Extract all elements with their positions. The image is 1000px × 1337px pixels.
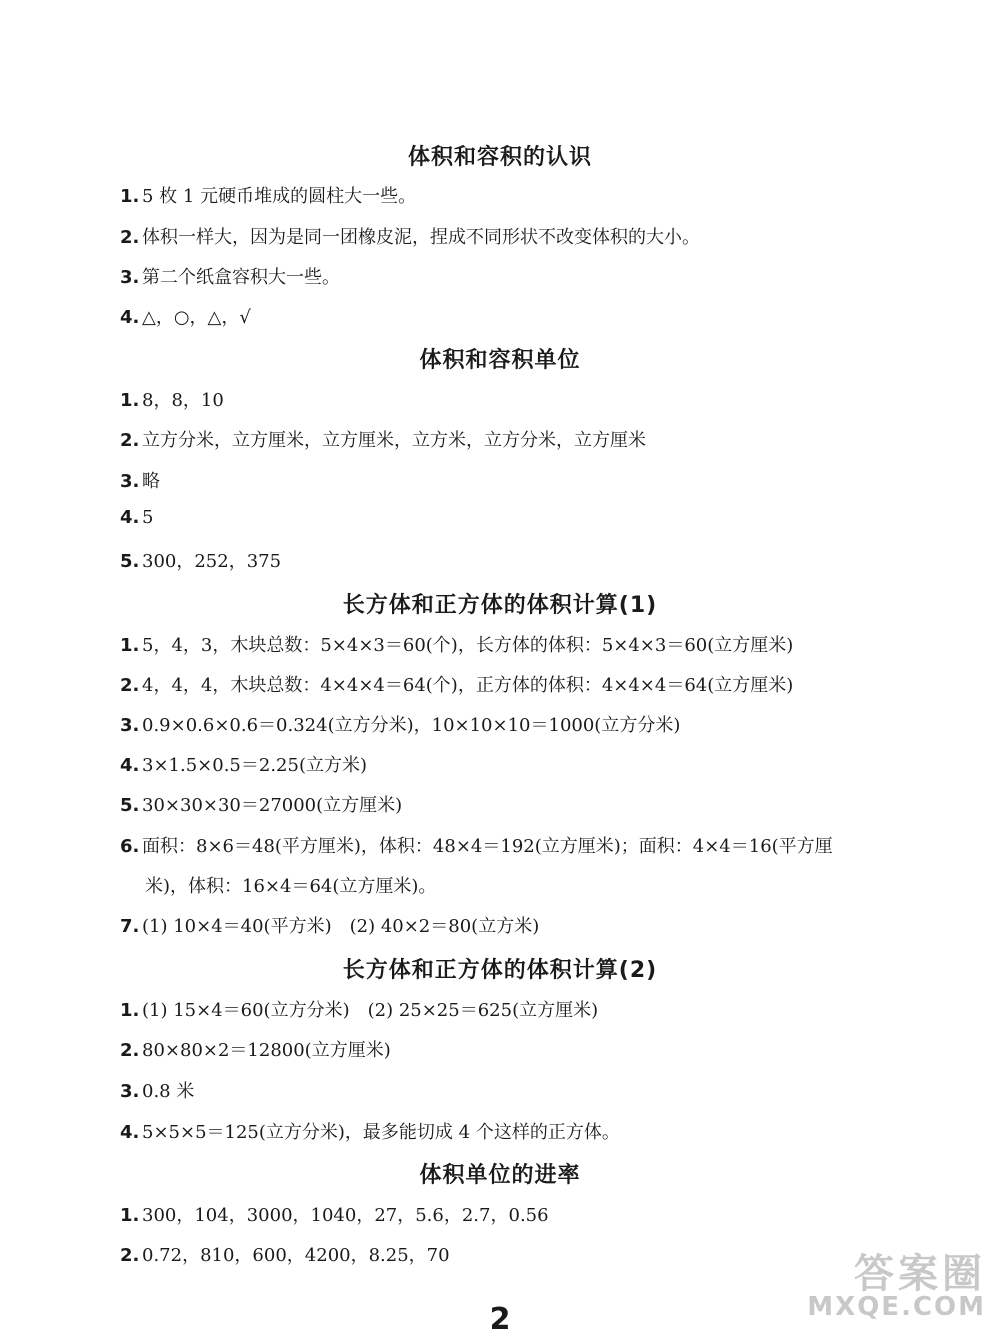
item-text: 300，104，3000，1040，27，5.6，2.7，0.56 — [142, 1205, 549, 1226]
item-number: 1. — [120, 390, 140, 411]
item-number: 1. — [120, 1000, 140, 1021]
answer-item — [120, 631, 793, 657]
item-number: 3. — [120, 471, 140, 492]
item-number: 3. — [120, 1081, 140, 1102]
item-text: 第二个纸盒容积大一些。 — [142, 267, 340, 288]
answer-item — [120, 671, 793, 697]
item-number: 4. — [120, 1122, 140, 1143]
answer-item — [120, 1201, 549, 1227]
item-number: 5. — [120, 795, 140, 816]
item-number: 5. — [120, 551, 140, 572]
answer-item — [120, 791, 402, 817]
item-number: 4. — [120, 307, 140, 328]
section-title: 体积和容积的认识 — [407, 145, 592, 170]
answer-item — [120, 386, 224, 412]
item-number: 4. — [120, 755, 140, 776]
item-text: 0.9×0.6×0.6＝0.324(立方分米)，10×10×10＝1000(立方分米) — [142, 715, 681, 736]
answer-item — [120, 507, 153, 528]
answer-item — [120, 426, 646, 452]
answer-item — [120, 182, 416, 208]
item-number: 6. — [120, 836, 140, 857]
item-text: 8，8，10 — [142, 390, 224, 411]
answer-item — [120, 223, 700, 249]
answer-item — [120, 303, 251, 329]
item-text-continued: 米)，体积：16×4＝64(立方厘米)。 — [145, 876, 437, 897]
answer-item — [120, 1118, 620, 1144]
item-number: 1. — [120, 1205, 140, 1226]
item-text: (1) 10×4＝40(平方米) (2) 40×2＝80(立方米) — [142, 916, 540, 937]
item-number: 1. — [120, 635, 140, 656]
item-text: 面积：8×6＝48(平方厘米)，体积：48×4＝192(立方厘米)；面积：4×4＝16(平方厘 — [142, 836, 833, 857]
item-text: 0.8 米 — [142, 1081, 195, 1102]
item-text: (1) 15×4＝60(立方分米) (2) 25×25＝625(立方厘米) — [142, 1000, 599, 1021]
item-text: 体积一样大，因为是同一团橡皮泥，捏成不同形状不改变体积的大小。 — [142, 227, 700, 248]
answer-item — [120, 547, 281, 573]
section-title: 体积单位的进率 — [419, 1163, 581, 1188]
answer-item — [120, 751, 367, 777]
answer-item — [120, 711, 680, 737]
item-number: 2. — [120, 227, 140, 248]
item-number: 7. — [120, 916, 140, 937]
item-text: 0.72，810，600，4200，8.25，70 — [142, 1245, 450, 1266]
item-number: 2. — [120, 1040, 140, 1061]
item-text: 300，252，375 — [142, 551, 282, 572]
item-text: 30×30×30＝27000(立方厘米) — [142, 795, 403, 816]
item-text: 80×80×2＝12800(立方厘米) — [142, 1040, 391, 1061]
answer-item — [120, 832, 833, 858]
item-text: 立方分米，立方厘米，立方厘米，立方米，立方分米，立方厘米 — [142, 430, 646, 451]
item-number: 2. — [120, 675, 140, 696]
item-number: 2. — [120, 430, 140, 451]
item-text: 5 — [142, 507, 154, 528]
answer-item — [120, 467, 160, 493]
item-text: △，○，△，√ — [142, 307, 251, 328]
item-number: 3. — [120, 715, 140, 736]
item-text: 略 — [142, 471, 160, 492]
section-title: 长方体和正方体的体积计算(1) — [342, 593, 658, 618]
watermark-url: MXQE.COM — [807, 1292, 986, 1322]
section-title: 长方体和正方体的体积计算(2) — [342, 958, 658, 983]
answer-item — [120, 1077, 194, 1103]
item-number: 4. — [120, 507, 140, 528]
section-title: 体积和容积单位 — [419, 348, 581, 373]
answer-item — [120, 912, 539, 938]
item-text: 5 枚 1 元硬币堆成的圆柱大一些。 — [142, 186, 417, 207]
item-text: 4，4，4，木块总数：4×4×4＝64(个)，正方体的体积：4×4×4＝64(立方厘米) — [142, 675, 794, 696]
item-text: 3×1.5×0.5＝2.25(立方米) — [142, 755, 367, 776]
watermark-logo: 答案圈 — [854, 1251, 986, 1297]
answer-item — [120, 996, 598, 1022]
answer-item — [120, 1036, 391, 1062]
answer-item — [120, 263, 340, 289]
item-text: 5，4，3，木块总数：5×4×3＝60(个)，长方体的体积：5×4×3＝60(立方厘米) — [142, 635, 794, 656]
answer-item — [120, 1241, 450, 1267]
page-number: 2 — [489, 1302, 511, 1337]
item-number: 1. — [120, 186, 140, 207]
item-number: 2. — [120, 1245, 140, 1266]
item-number: 3. — [120, 267, 140, 288]
item-text: 5×5×5＝125(立方分米)，最多能切成 4 个这样的正方体。 — [142, 1122, 620, 1143]
